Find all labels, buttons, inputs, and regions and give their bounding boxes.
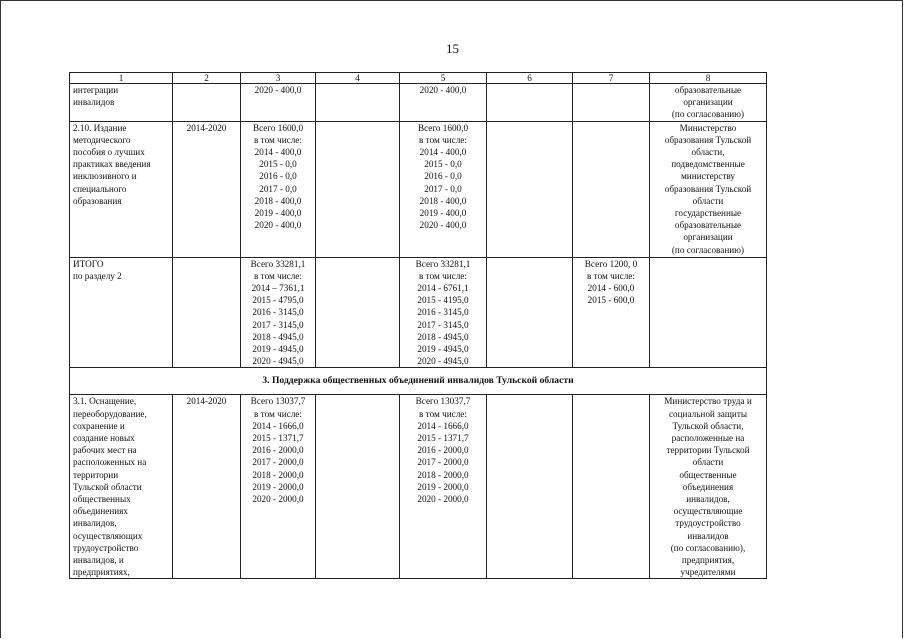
column-header: 2 [173, 73, 241, 84]
measure-name-cell: ИТОГО по разделу 2 [70, 257, 173, 368]
regional-funding-cell: 2020 - 400,0 [400, 84, 487, 122]
total-funding-cell: Всего 1600,0 в том числе: 2014 - 400,0 2015 - 0,0 2016 - 0,0 2017 - 0,0 2018 - 400,0 2019 - 400,0 2020 - 400,0 [241, 121, 316, 257]
measure-name-cell: 3.1. Оснащение, переоборудование, сохранение и создание новых рабочих мест на расположенных на территории Тульской области общественных объединениях инвалидов, осуществляющих трудоустройство инвалидов, и предприятиях, [70, 395, 173, 579]
table-row [70, 121, 767, 257]
column-header: 6 [487, 73, 573, 84]
column-header: 1 [70, 73, 173, 84]
executor-cell: образовательные организации (по согласованию) [650, 84, 767, 122]
page-number: 15 [446, 41, 459, 56]
executor-cell [650, 257, 767, 368]
local-funding-cell [487, 395, 573, 579]
executor-cell: Министерство образования Тульской области, подведомственные министерству образования Тульской области государственные образовательные организации (по согласованию) [650, 121, 767, 257]
column-header: 5 [400, 73, 487, 84]
program-table [69, 72, 767, 579]
regional-funding-cell: Всего 33281,1 в том числе: 2014 - 6761,1 2015 - 4195,0 2016 - 3145,0 2017 - 3145,0 2018 - 4945,0 2019 - 4945,0 2020 - 4945,0 [400, 257, 487, 368]
section-heading-row [70, 368, 767, 395]
regional-funding-cell: Всего 1600,0 в том числе: 2014 - 400,0 2015 - 0,0 2016 - 0,0 2017 - 0,0 2018 - 400,0 2019 - 400,0 2020 - 400,0 [400, 121, 487, 257]
column-header: 4 [316, 73, 400, 84]
executor-cell: Министерство труда и социальной защиты Тульской области, расположенные на территории Тульской области общественные объединения инвалидов, осуществляющие трудоустройство инвалидов (по согласованию), предприятия, учредителями [650, 395, 767, 579]
local-funding-cell [487, 257, 573, 368]
local-funding-cell [487, 84, 573, 122]
federal-funding-cell [316, 257, 400, 368]
measure-name-cell: интеграции инвалидов [70, 84, 173, 122]
other-funding-cell: Всего 1200, 0 в том числе: 2014 - 600,0 2015 - 600,0 [573, 257, 650, 368]
other-funding-cell [573, 121, 650, 257]
section-title: 3. Поддержка общественных объединений инвалидов Тульской области [70, 368, 767, 395]
table-row [70, 257, 767, 368]
federal-funding-cell [316, 395, 400, 579]
table-row [70, 84, 767, 122]
total-funding-cell: Всего 33281,1 в том числе: 2014 – 7361,1 2015 - 4795,0 2016 - 3145,0 2017 - 3145,0 2018 - 4945,0 2019 - 4945,0 2020 - 4945,0 [241, 257, 316, 368]
period-cell [173, 84, 241, 122]
column-header: 3 [241, 73, 316, 84]
period-cell: 2014-2020 [173, 395, 241, 579]
table-row [70, 395, 767, 579]
total-funding-cell: Всего 13037,7 в том числе: 2014 - 1666,0 2015 - 1371,7 2016 - 2000,0 2017 - 2000,0 2018 - 2000,0 2019 - 2000,0 2020 - 2000,0 [241, 395, 316, 579]
column-header: 8 [650, 73, 767, 84]
table-header-row [70, 73, 767, 84]
local-funding-cell [487, 121, 573, 257]
other-funding-cell [573, 395, 650, 579]
measure-name-cell: 2.10. Издание методического пособия о лучших практиках введения инклюзивного и специального образования [70, 121, 173, 257]
period-cell: 2014-2020 [173, 121, 241, 257]
federal-funding-cell [316, 84, 400, 122]
other-funding-cell [573, 84, 650, 122]
federal-funding-cell [316, 121, 400, 257]
total-funding-cell: 2020 - 400,0 [241, 84, 316, 122]
period-cell [173, 257, 241, 368]
column-header: 7 [573, 73, 650, 84]
regional-funding-cell: Всего 13037,7 в том числе: 2014 - 1666,0 2015 - 1371,7 2016 - 2000,0 2017 - 2000,0 2018 - 2000,0 2019 - 2000,0 2020 - 2000,0 [400, 395, 487, 579]
